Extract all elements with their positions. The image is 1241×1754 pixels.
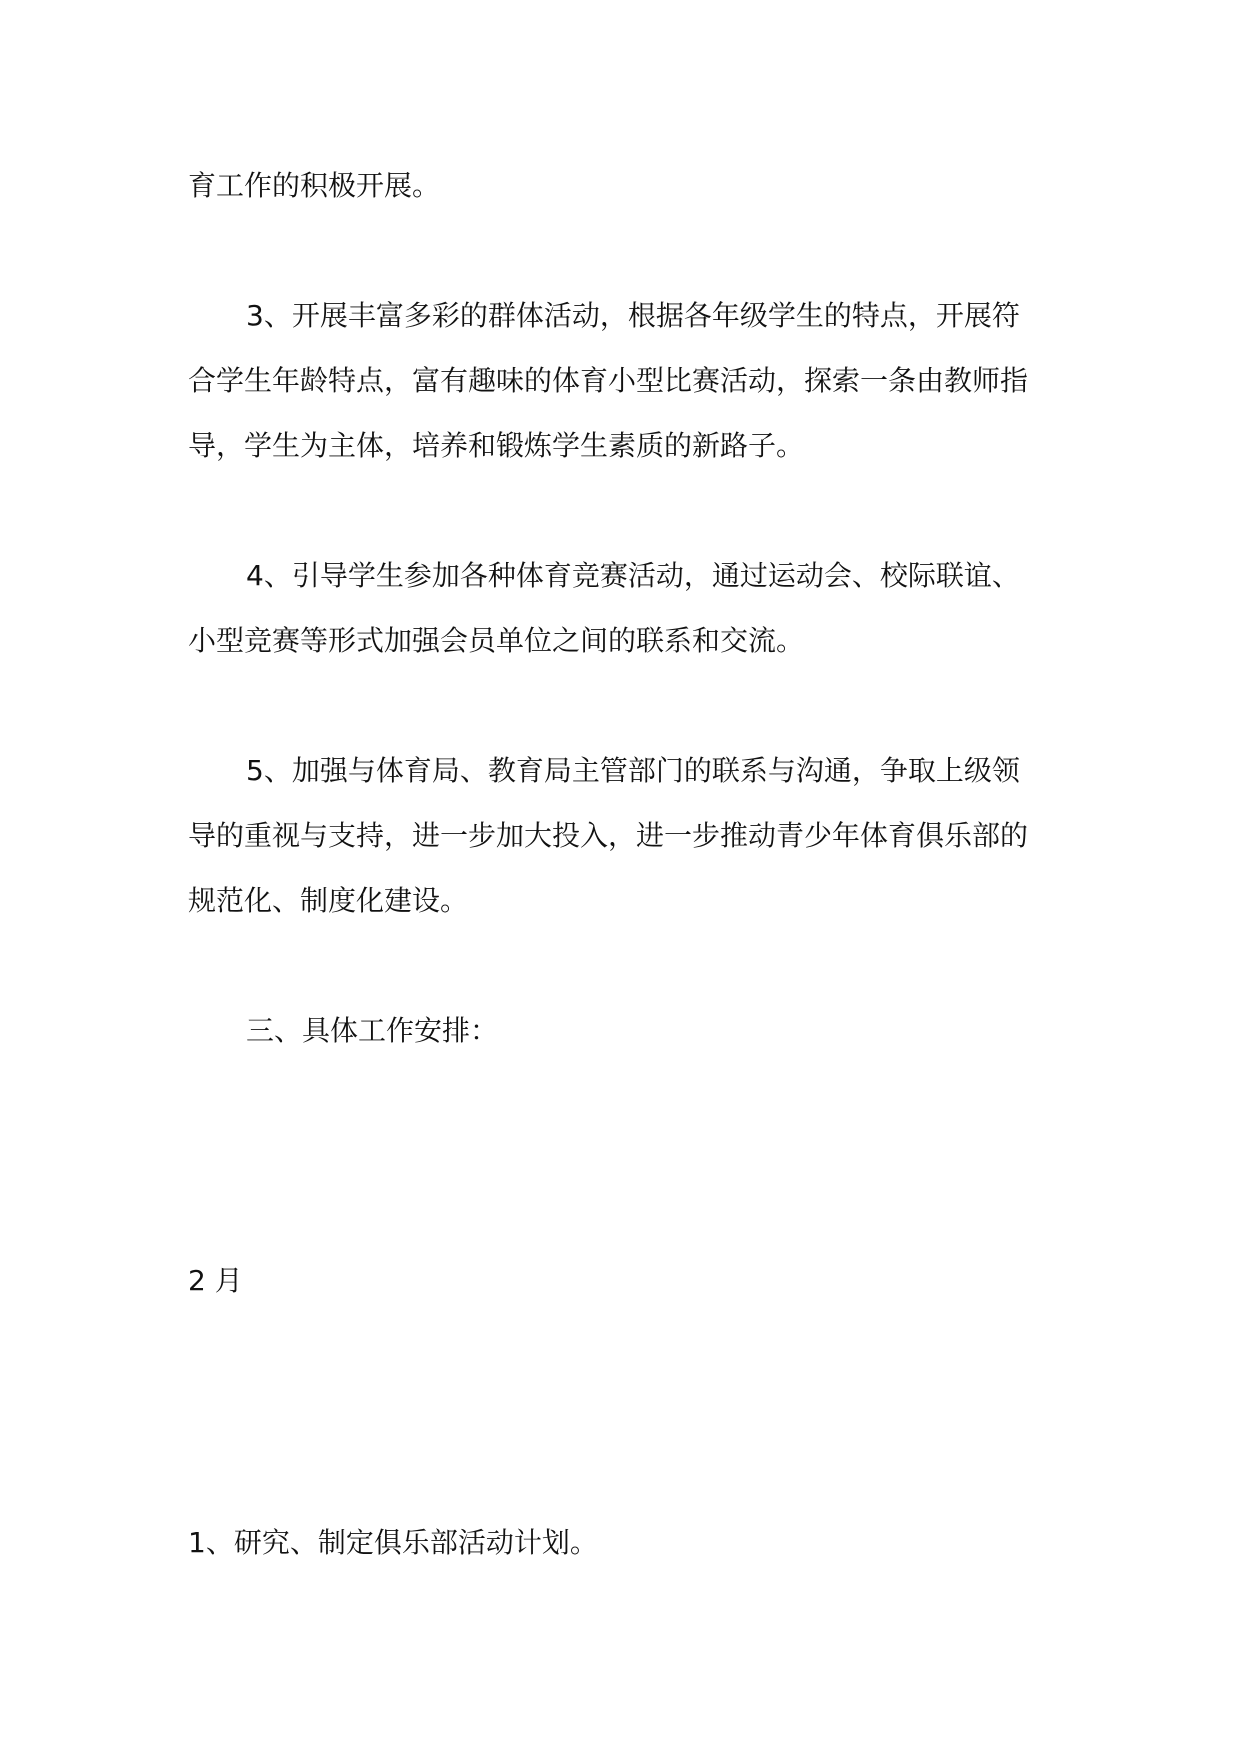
paragraph-line: 规范化、制度化建设。: [188, 884, 469, 917]
month-heading: 2 月: [188, 1264, 243, 1297]
paragraph-line: 导的重视与支持，进一步加大投入，进一步推动青少年体育俱乐部的: [188, 819, 1029, 852]
paragraph-line: 小型竞赛等形式加强会员单位之间的联系和交流。: [188, 624, 805, 657]
section-heading: 三、具体工作安排：: [246, 1014, 499, 1047]
paragraph-line: 3、开展丰富多彩的群体活动，根据各年级学生的特点，开展符: [246, 299, 1020, 332]
paragraph-line: 5、加强与体育局、教育局主管部门的联系与沟通，争取上级领: [246, 754, 1020, 787]
list-item: 1、研究、制定俱乐部活动计划。: [188, 1526, 598, 1559]
paragraph-line: 育工作的积极开展。: [188, 169, 441, 202]
paragraph-line: 合学生年龄特点，富有趣味的体育小型比赛活动，探索一条由教师指: [188, 364, 1029, 397]
paragraph-line: 4、引导学生参加各种体育竞赛活动，通过运动会、校际联谊、: [246, 559, 1020, 592]
paragraph-line: 导，学生为主体，培养和锻炼学生素质的新路子。: [188, 429, 805, 462]
